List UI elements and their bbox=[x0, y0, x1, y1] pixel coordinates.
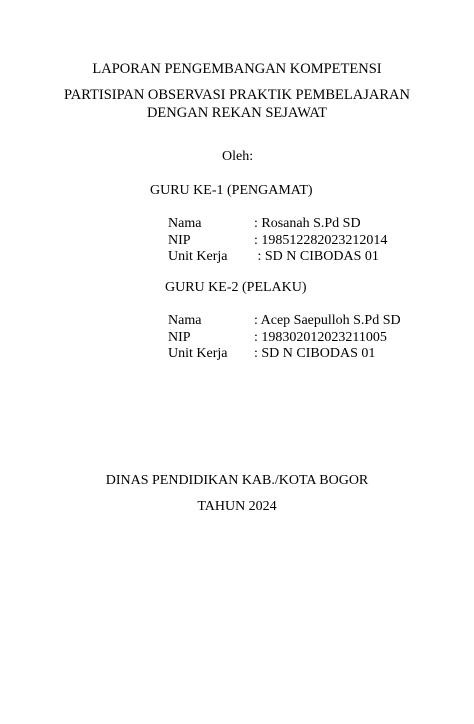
field-label: Nama bbox=[168, 313, 202, 328]
field-value: : Rosanah S.Pd SD bbox=[254, 216, 361, 231]
field-label: Nama bbox=[168, 216, 202, 231]
teacher-1-unit-row bbox=[168, 248, 379, 266]
report-subtitle-line-2: DENGAN REKAN SEJAWAT bbox=[146, 105, 328, 121]
field-label: Unit Kerja bbox=[168, 346, 228, 361]
report-title: LAPORAN PENGEMBANGAN KOMPETENSI bbox=[92, 61, 382, 77]
field-value: : SD N CIBODAS 01 bbox=[254, 346, 376, 361]
report-subtitle-line-1: PARTISIPAN OBSERVASI PRAKTIK PEMBELAJARAN bbox=[64, 87, 410, 103]
report-year: TAHUN 2024 bbox=[197, 499, 277, 514]
field-label: Unit Kerja bbox=[168, 249, 228, 264]
institution-name: DINAS PENDIDIKAN KAB./KOTA BOGOR bbox=[105, 473, 369, 488]
field-value: : Acep Saepulloh S.Pd SD bbox=[254, 313, 401, 328]
by-label: Oleh: bbox=[222, 149, 254, 164]
field-value: : 198512282023212014 bbox=[254, 233, 388, 248]
field-value: : 198302012023211005 bbox=[254, 330, 387, 345]
field-label: NIP bbox=[168, 330, 191, 345]
teacher-1-heading: GURU KE-1 (PENGAMAT) bbox=[150, 183, 313, 198]
teacher-2-unit-row bbox=[168, 345, 375, 363]
field-value: : SD N CIBODAS 01 bbox=[254, 249, 379, 264]
teacher-2-heading: GURU KE-2 (PELAKU) bbox=[165, 280, 307, 295]
teacher-1-name-row bbox=[168, 215, 361, 233]
field-label: NIP bbox=[168, 233, 191, 248]
teacher-2-name-row bbox=[168, 312, 401, 330]
